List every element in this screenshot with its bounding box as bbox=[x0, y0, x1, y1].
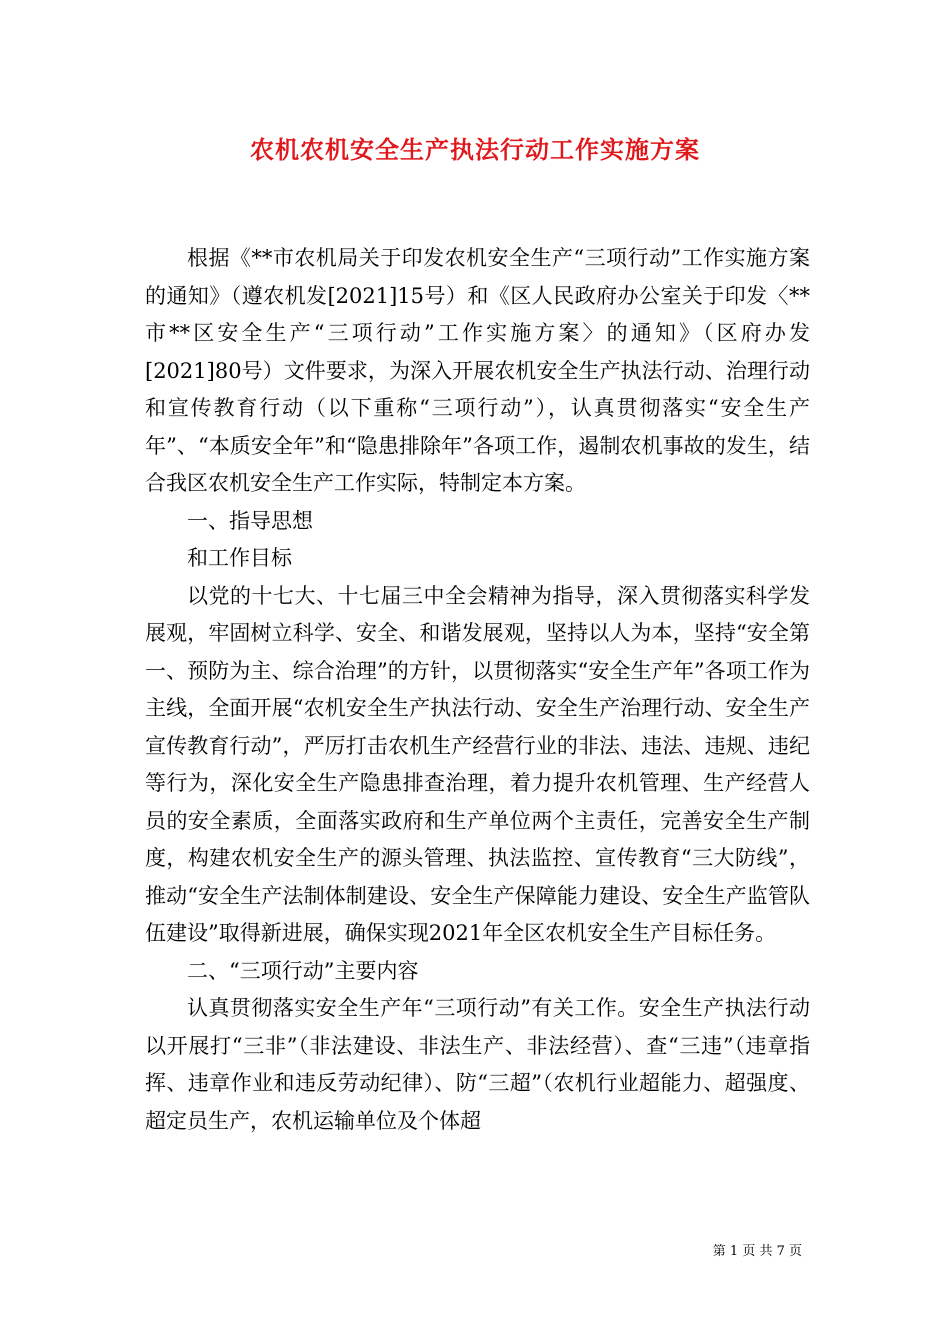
section-heading: 二、“三项行动”主要内容 bbox=[187, 958, 419, 983]
body-paragraph: 认真贯彻落实安全生产年“三项行动”有关工作。安全生产执法行动以开展打“三非”（非法建设、非法生产、非法经营）、查“三违”（违章指挥、违章作业和违反劳动纪律）、防“三超”（农机行业超能力、超强度、超定员生产，农机运输单位及个体超 bbox=[145, 996, 810, 1133]
body-paragraph: 根据《**市农机局关于印发农机安全生产“三项行动”工作实施方案的通知》（遵农机发[2021]15号）和《区人民政府办公室关于印发〈**市**区安全生产“三项行动”工作实施方案〉的通知》（区府办发[2021]80号）文件要求，为深入开展农机安全生产执法行动、治理行动和宣传教育行动（以下重称“三项行动”），认真贯彻落实“安全生产年”、“本质安全年”和“隐患排除年”各项工作，遏制农机事故的发生，结合我区农机安全生产工作实际，特制定本方案。 bbox=[145, 246, 810, 495]
document-body bbox=[145, 240, 810, 1140]
section-heading-continuation: 和工作目标 bbox=[187, 546, 292, 570]
page-number: 第 1 页 共 7 页 bbox=[712, 1244, 802, 1259]
section-heading: 一、指导思想 bbox=[187, 508, 313, 533]
body-paragraph: 以党的十七大、十七届三中全会精神为指导，深入贯彻落实科学发展观，牢固树立科学、安全、和谐发展观，坚持以人为本，坚持“安全第一、预防为主、综合治理”的方针，以贯彻落实“安全生产年”各项工作为主线，全面开展“农机安全生产执法行动、安全生产治理行动、安全生产宣传教育行动”，严厉打击农机生产经营行业的非法、违法、违规、违纪等行为，深化安全生产隐患排查治理，着力提升农机管理、生产经营人员的安全素质，全面落实政府和生产单位两个主责任，完善安全生产制度，构建农机安全生产的源头管理、执法监控、宣传教育“三大防线”，推动“安全生产法制体制建设、安全生产保障能力建设、安全生产监管队伍建设”取得新进展，确保实现2021年全区农机安全生产目标任务。 bbox=[145, 583, 810, 945]
document-title: 农机农机安全生产执法行动工作实施方案 bbox=[250, 135, 700, 164]
